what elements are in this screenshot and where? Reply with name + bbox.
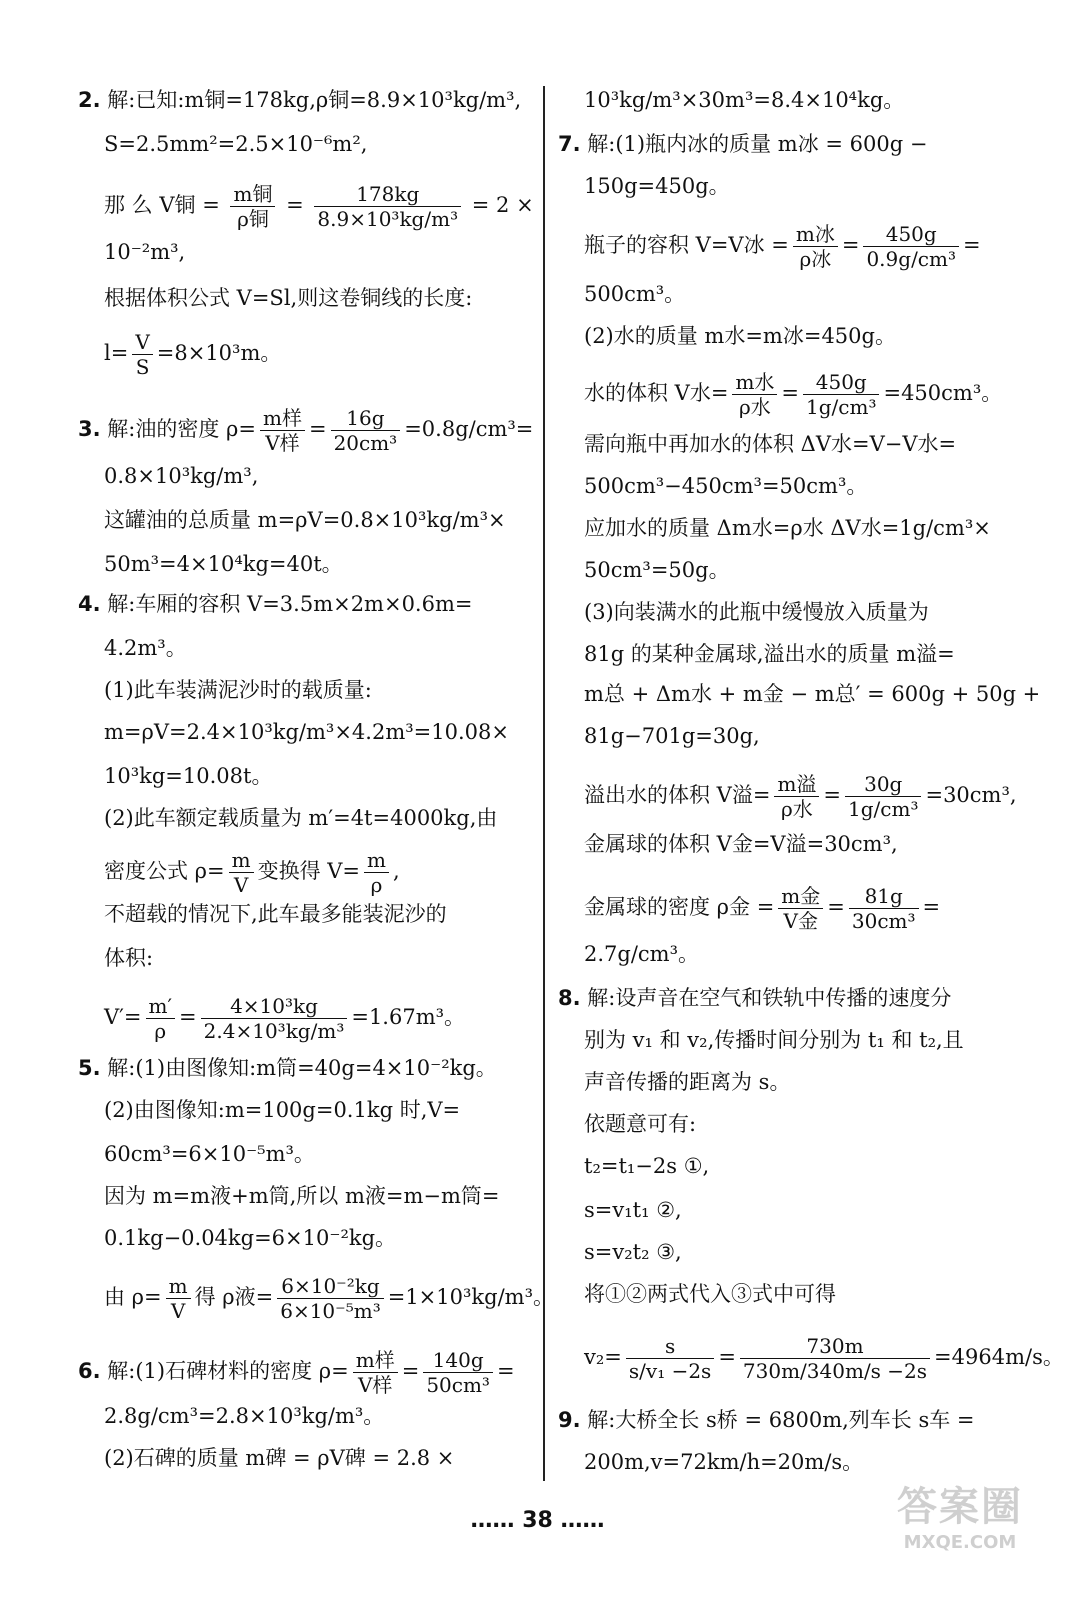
q8-line-8: 将①②两式代入③式中可得 <box>584 1282 836 1306</box>
q4-line-8: 不超载的情况下,此车最多能装泥沙的 <box>104 902 447 926</box>
q5-line-2: (2)由图像知:m=100g=0.1kg 时,V= <box>104 1098 461 1122</box>
site-watermark-logo: 答案圈 MXQE.COM <box>897 1484 1023 1553</box>
fraction: $\frac{\text{6×10⁻²kg}}{\text{6×10⁻⁵m³}}$ <box>277 1274 384 1323</box>
fraction: $\frac{730m}{730m/340m/s -2s}$ <box>740 1334 930 1383</box>
q5-line-1: 5. 解:(1)由图像知:m筒=40g=4×10⁻²kg。 <box>78 1056 497 1080</box>
q4-line-9: 体积: <box>104 946 154 970</box>
fraction: $\frac{81g}{\text{30cm³}}$ <box>849 884 919 933</box>
q7-line-3: 瓶子的容积 V=V冰 = $\frac{\text{m冰}}{\text{ρ冰}}$ = $\frac{450g}{\text{0.9g/cm³}}$ = <box>584 222 981 271</box>
fraction: $\frac{m}{V}$ <box>229 848 254 897</box>
fraction: $\frac{\text{m样}}{\text{V样}}$ <box>260 406 305 455</box>
q7-line-7: 需向瓶中再加水的体积 ΔV水=V−V水= <box>584 432 957 456</box>
q2-line-3: 那 么 V铜 = $\frac{\text{m铜}}{\text{ρ铜}}$ = $\frac{178kg}{\text{8.9×10³kg/m³}}$ = 2 × <box>104 182 534 231</box>
fraction: $\frac{m}{V}$ <box>166 1274 191 1323</box>
q5-line-3: 60cm³=6×10⁻⁵m³。 <box>104 1142 315 1166</box>
q7-line-16: 金属球的体积 V金=V溢=30cm³, <box>584 832 898 856</box>
q5-line-6: 由 ρ= $\frac{m}{V}$ 得 ρ液= $\frac{\text{6×10⁻²kg}}{\text{6×10⁻⁵m³}}$ =1×10³kg/m³。 <box>104 1274 554 1323</box>
fraction: $\frac{\text{m水}}{\text{ρ水}}$ <box>732 370 777 419</box>
fraction: $\frac{178kg}{\text{8.9×10³kg/m³}}$ <box>314 182 461 231</box>
q3-line-1: 3. 解:油的密度 ρ= $\frac{\text{m样}}{\text{V样}}$ = $\frac{16g}{\text{20cm³}}$ =0.8g/cm³= <box>78 406 534 455</box>
q7-line-13: m总 + Δm水 + m金 − m总′ = 600g + 50g + <box>584 682 1041 706</box>
q7-line-10: 50cm³=50g。 <box>584 558 730 582</box>
q6-line-2: 2.8g/cm³=2.8×10³kg/m³。 <box>104 1404 385 1428</box>
fraction: $\frac{450g}{\text{1g/cm³}}$ <box>803 370 879 419</box>
q7-line-4: 500cm³。 <box>584 282 686 306</box>
q6-line-1: 6. 解:(1)石碑材料的密度 ρ= $\frac{\text{m样}}{\text{V样}}$ = $\frac{140g}{\text{50cm³}}$ = <box>78 1348 515 1397</box>
q7-line-11: (3)向装满水的此瓶中缓慢放入质量为 <box>584 600 929 624</box>
q7-line-9: 应加水的质量 Δm水=ρ水 ΔV水=1g/cm³× <box>584 516 991 540</box>
fraction: $\frac{\text{m冰}}{\text{ρ冰}}$ <box>793 222 838 271</box>
q4-line-6: (2)此车额定载质量为 m′=4t=4000kg,由 <box>104 806 498 830</box>
q8-line-2: 别为 v₁ 和 v₂,传播时间分别为 t₁ 和 t₂,且 <box>584 1028 964 1052</box>
q7-line-8: 500cm³−450cm³=50cm³。 <box>584 474 868 498</box>
q3-line-3: 这罐油的总质量 m=ρV=0.8×10³kg/m³× <box>104 508 506 532</box>
q3-line-4: 50m³=4×10⁴kg=40t。 <box>104 552 343 576</box>
fraction: $\frac{30g}{\text{1g/cm³}}$ <box>845 772 921 821</box>
q5-line-4: 因为 m=m液+m筒,所以 m液=m−m筒= <box>104 1184 500 1208</box>
q2-line-5: 根据体积公式 V=Sl,则这卷铜线的长度: <box>104 286 473 310</box>
q8-line-9: v₂= $\frac{s}{\text{s/v₁ −2s}}$ = $\frac{730m}{730m/340m/s -2s}$ =4964m/s。 <box>584 1334 1064 1383</box>
q7-line-17: 金属球的密度 ρ金 = $\frac{\text{m金}}{\text{V金}}$ = $\frac{81g}{\text{30cm³}}$ = <box>584 884 941 933</box>
q8-line-6: s=v₁t₁ ②, <box>584 1198 682 1222</box>
q8-line-7: s=v₂t₂ ③, <box>584 1240 682 1264</box>
q2-line-4: 10⁻²m³, <box>104 240 186 264</box>
q4-line-7: 密度公式 ρ= $\frac{m}{V}$ 变换得 V= $\frac{m}{\rho}$ , <box>104 848 400 897</box>
q9-line-2: 200m,v=72km/h=20m/s。 <box>584 1450 864 1474</box>
fraction: $\frac{\text{m样}}{\text{V样}}$ <box>353 1348 398 1397</box>
q2-line-1: 2. 解:已知:m铜=178kg,ρ铜=8.9×10³kg/m³, <box>78 88 522 112</box>
fraction: $\frac{16g}{\text{20cm³}}$ <box>331 406 401 455</box>
q2-line-6: l= $\frac{V}{S}$ =8×10³m。 <box>104 330 282 379</box>
page-footer: …… 38 …… <box>470 1508 605 1533</box>
q5-line-5: 0.1kg−0.04kg=6×10⁻²kg。 <box>104 1226 397 1250</box>
q2-line-2: S=2.5mm²=2.5×10⁻⁶m², <box>104 132 368 156</box>
q6-line-3: (2)石碑的质量 m碑 = ρV碑 = 2.8 × <box>104 1446 455 1470</box>
q7-line-12: 81g 的某种金属球,溢出水的质量 m溢= <box>584 642 955 666</box>
q8-line-3: 声音传播的距离为 s。 <box>584 1070 791 1094</box>
fraction: $\frac{\text{m铜}}{\text{ρ铜}}$ <box>230 182 275 231</box>
fraction: $\frac{m'}{\rho}$ <box>146 994 176 1043</box>
q7-line-5: (2)水的质量 m水=m冰=450g。 <box>584 324 896 348</box>
q7-line-1: 7. 解:(1)瓶内冰的质量 m冰 = 600g − <box>558 132 928 156</box>
q4-line-10: V′= $\frac{m'}{\rho}$ = $\frac{\text{4×10³kg}}{\text{2.4×10³kg/m³}}$ =1.67m³。 <box>104 994 466 1043</box>
q7-line-14: 81g−701g=30g, <box>584 724 760 748</box>
q6-continued-line: 10³kg/m³×30m³=8.4×10⁴kg。 <box>584 88 905 112</box>
q4-line-3: (1)此车装满泥沙时的载质量: <box>104 678 372 702</box>
fraction: $\frac{\text{m溢}}{\text{ρ水}}$ <box>774 772 819 821</box>
fraction: $\frac{\text{4×10³kg}}{\text{2.4×10³kg/m³}}$ <box>201 994 348 1043</box>
q7-line-2: 150g=450g。 <box>584 174 730 198</box>
q4-line-1: 4. 解:车厢的容积 V=3.5m×2m×0.6m= <box>78 592 473 616</box>
q8-line-1: 8. 解:设声音在空气和铁轨中传播的速度分 <box>558 986 952 1010</box>
q7-line-18: 2.7g/cm³。 <box>584 942 700 966</box>
q4-line-2: 4.2m³。 <box>104 636 187 660</box>
page-number: 38 <box>522 1508 553 1533</box>
column-divider <box>543 86 545 1481</box>
fraction: $\frac{140g}{\text{50cm³}}$ <box>423 1348 493 1397</box>
q8-line-5: t₂=t₁−2s ①, <box>584 1154 710 1178</box>
q4-line-4: m=ρV=2.4×10³kg/m³×4.2m³=10.08× <box>104 720 509 744</box>
fraction: $\frac{s}{\text{s/v₁ −2s}}$ <box>626 1334 714 1383</box>
q3-line-2: 0.8×10³kg/m³, <box>104 464 259 488</box>
q8-line-4: 依题意可有: <box>584 1112 697 1136</box>
fraction: $\frac{V}{S}$ <box>132 330 152 379</box>
fraction: $\frac{m}{\rho}$ <box>364 848 389 897</box>
q7-line-6: 水的体积 V水= $\frac{\text{m水}}{\text{ρ水}}$ = $\frac{450g}{\text{1g/cm³}}$ =450cm³。 <box>584 370 1003 419</box>
fraction: $\frac{450g}{\text{0.9g/cm³}}$ <box>863 222 959 271</box>
fraction: $\frac{\text{m金}}{\text{V金}}$ <box>778 884 823 933</box>
q7-line-15: 溢出水的体积 V溢= $\frac{\text{m溢}}{\text{ρ水}}$ = $\frac{30g}{\text{1g/cm³}}$ =30cm³, <box>584 772 1017 821</box>
q4-line-5: 10³kg=10.08t。 <box>104 764 273 788</box>
q9-line-1: 9. 解:大桥全长 s桥 = 6800m,列车长 s车 = <box>558 1408 975 1432</box>
